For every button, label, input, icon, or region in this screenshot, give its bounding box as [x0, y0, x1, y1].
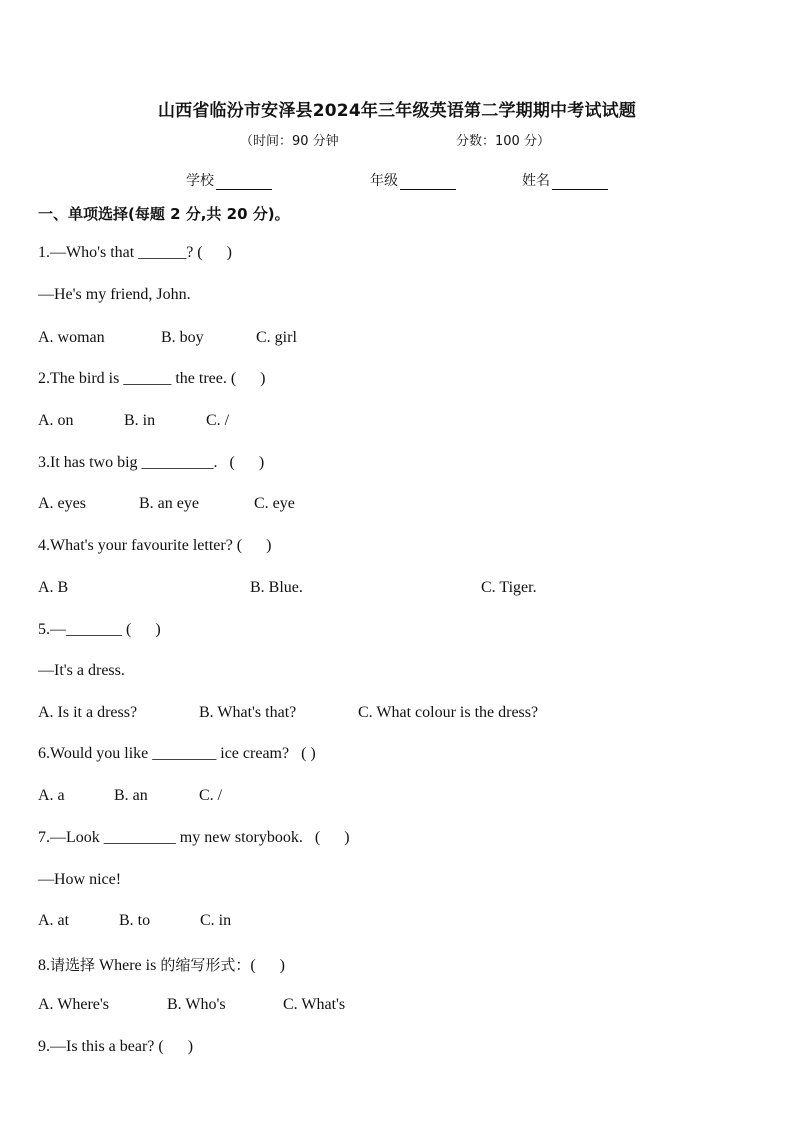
exam-time: （时间：90 分钟 [240, 134, 339, 149]
question-1-option-b: B. boy [161, 329, 204, 346]
question-8-option-b: B. Who's [167, 996, 226, 1013]
question-6-option-b: B. an [114, 787, 148, 804]
question-1-dialogue: —He's my friend, John. [38, 286, 191, 303]
question-7-option-b: B. to [119, 912, 151, 929]
question-2-stem: 2.The bird is ______ the tree. ( ) [38, 370, 266, 387]
question-1-option-a: A. woman [38, 329, 105, 346]
question-5-stem: 5.—_______ ( ) [38, 621, 161, 638]
question-8-instruction: 的缩写形式： [160, 956, 251, 974]
question-6-stem: 6.Would you like ________ ice cream? ( ) [38, 745, 316, 762]
question-2-option-c: C. / [206, 412, 230, 429]
question-8-prompt: 请选择 [50, 956, 96, 974]
question-8-number: 8. [38, 957, 50, 974]
question-9-stem: 9.—Is this a bear? ( ) [38, 1038, 194, 1055]
question-3-option-a: A. eyes [38, 495, 86, 512]
question-7-stem: 7.—Look _________ my new storybook. ( ) [38, 829, 350, 846]
grade-label: 年级 [370, 173, 398, 189]
name-field [522, 170, 608, 190]
question-6-option-a: A. a [38, 787, 65, 804]
question-7-option-c: C. in [200, 912, 232, 929]
question-7-dialogue: —How nice! [38, 871, 122, 888]
question-8-stem [38, 954, 285, 975]
question-5-dialogue: —It's a dress. [38, 662, 125, 679]
question-4-stem: 4.What's your favourite letter? ( ) [38, 537, 272, 554]
question-5-option-b: B. What's that? [199, 704, 297, 721]
grade-blank[interactable] [400, 175, 456, 190]
name-blank[interactable] [552, 175, 608, 190]
question-8-answer-bracket: ( ) [250, 957, 285, 974]
grade-field [370, 170, 456, 190]
question-2-option-b: B. in [124, 412, 156, 429]
school-blank[interactable] [216, 175, 272, 190]
section-heading: 一、单项选择(每题 2 分,共 20 分)。 [38, 205, 290, 223]
school-field [186, 170, 272, 190]
question-1-option-c: C. girl [256, 329, 297, 346]
question-4-option-b: B. Blue. [250, 579, 303, 596]
question-2-option-a: A. on [38, 412, 74, 429]
question-7-option-a: A. at [38, 912, 70, 929]
name-label: 姓名 [522, 173, 550, 189]
question-8-phrase: Where is [95, 957, 161, 974]
question-8-option-a: A. Where's [38, 996, 110, 1013]
question-3-option-c: C. eye [254, 495, 295, 512]
question-5-option-c: C. What colour is the dress? [358, 704, 539, 721]
question-8-option-c: C. What's [283, 996, 346, 1013]
question-1-stem: 1.—Who's that ______? ( ) [38, 244, 232, 261]
question-5-option-a: A. Is it a dress? [38, 704, 138, 721]
school-label: 学校 [186, 173, 214, 189]
question-3-option-b: B. an eye [139, 495, 199, 512]
exam-title: 山西省临汾市安泽县2024年三年级英语第二学期期中考试试题 [157, 101, 637, 121]
exam-score: 分数：100 分） [456, 134, 550, 149]
question-4-option-c: C. Tiger. [481, 579, 537, 596]
question-6-option-c: C. / [199, 787, 223, 804]
question-4-option-a: A. B [38, 579, 69, 596]
question-3-stem: 3.It has two big _________. ( ) [38, 454, 265, 471]
